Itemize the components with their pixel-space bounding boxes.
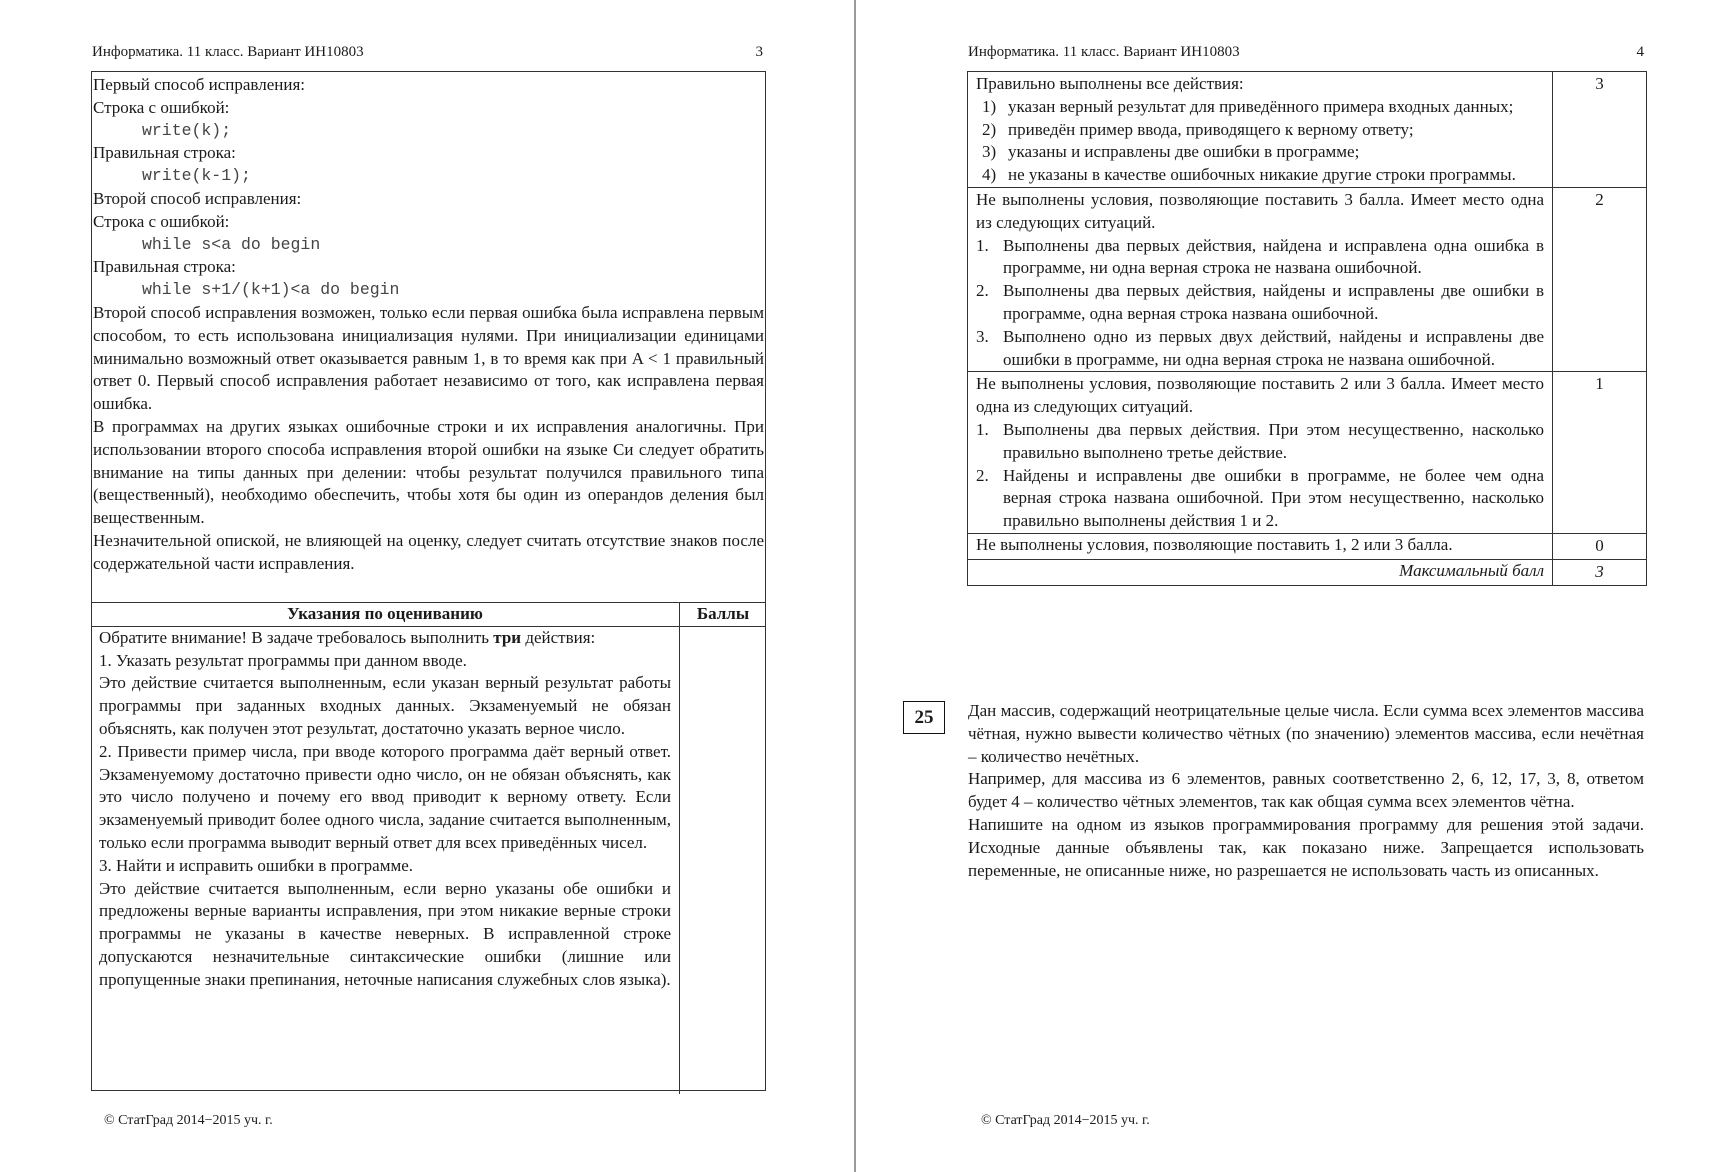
criteria-item: 2. Выполнены два первых действия, найдены и исправлены две ошибки в программе, одна верная строка названа ошибочной. (976, 281, 1544, 323)
points-value: 1 (1553, 372, 1647, 534)
points-value: 3 (1553, 72, 1647, 188)
task-paragraph: Напишите на одном из языков программирования программу для решения этой задачи. Исходные данные объявлены так, как показано ниже. Запрещается использовать переменные, не описанные ниже, но разрешается не использовать часть из описанных. (968, 814, 1644, 880)
score-row (968, 372, 1647, 534)
step-text: 2. Привести пример числа, при вводе которого программа даёт верный ответ. Экзаменуемому достаточно привести одно число, он не обязан объяснять, как это число получено и почему его ввод приводит к верному ответу. Если экзаменуемый приводит более одного числа, задание считается выполненным, только если программа выводит верный ответ для всех приведённых чисел. (99, 741, 671, 852)
error-line-label: Строка с ошибкой: (93, 211, 230, 231)
task-paragraph: Например, для массива из 6 элементов, равных соответственно 2, 6, 12, 17, 3, 8, ответом будет 4 – количество чётных элементов, так как общая сумма всех элементов чётна. (968, 769, 1644, 812)
criteria-intro: Не выполнены условия, позволяющие поставить 2 или 3 балла. Имеет место одна из следующих ситуаций. (976, 374, 1544, 417)
score-row (968, 187, 1647, 371)
criteria-cell: Не выполнены условия, позволяющие поставить 1, 2 или 3 балла. (968, 533, 1553, 559)
points-cell (680, 626, 767, 1094)
grading-intro-bold: три (493, 627, 522, 647)
criteria-item: 3. Выполнено одно из первых двух действий, найдены и исправлены две ошибки в программе, ни одна верная строка не названа ошибочной. (976, 326, 1544, 369)
criteria-item: 1. Выполнены два первых действия, найдена и исправлена одна ошибка в программе, ни одна верная строка не названа ошибочной. (976, 235, 1544, 278)
grading-intro: Обратите внимание! В задаче требовалось выполнить (99, 627, 490, 647)
grading-header: Указания по оцениванию (91, 603, 680, 627)
correct-line-label: Правильная строка: (93, 143, 236, 163)
criteria-item: 1. Выполнены два первых действия. При этом несущественно, насколько правильно выполнено третье действие. (976, 419, 1544, 462)
grading-table (91, 602, 766, 1094)
page-footer: © СтатГрад 2014−2015 уч. г. (104, 1113, 273, 1128)
grading-instructions (91, 626, 680, 1094)
solution-paragraph: Второй способ исправления возможен, только если первая ошибка была исправлена первым способом, то есть использована инициализация нулями. При инициализации единицами минимально возможный ответ оказывается равным 1, в то время как при A < 1 правильный ответ 0. Первый способ исправления работает независимо от того, как исправлена первая ошибка. (93, 302, 764, 414)
points-header: Баллы (680, 603, 767, 627)
criteria-item: 4) не указаны в качестве ошибочных никакие другие строки программы. (982, 165, 1516, 185)
criteria-intro: Не выполнены условия, позволяющие поставить 3 балла. Имеет место одна из следующих ситуаций. (976, 189, 1544, 232)
way1-title: Первый способ исправления: (93, 75, 305, 94)
error-line-label: Строка с ошибкой: (93, 97, 230, 117)
score-row (968, 72, 1647, 188)
criteria-item: 2) приведён пример ввода, приводящего к верному ответу; (982, 119, 1414, 139)
max-score-value: 3 (1553, 559, 1647, 585)
error-code: write(k); (142, 120, 232, 140)
step-text: Это действие считается выполненным, если верно указаны обе ошибки и предложены верные варианты исправления, при этом никакие верные строки программы не указаны в качестве неверных. В исправленной строке допускаются незначительные синтаксические ошибки (лишние или пропущенные знаки препинания, неточные написания служебных слов языка). (99, 878, 671, 989)
page-header: Информатика. 11 класс. Вариант ИН10803 (92, 44, 364, 60)
solution-paragraph: Незначительной опиской, не влияющей на оценку, следует считать отсутствие знаков после содержательной части исправления. (93, 530, 764, 573)
page-number: 4 (1636, 44, 1644, 60)
correct-code: while s+1/(k+1)<a do begin (142, 280, 400, 300)
grading-intro-end: действия: (525, 627, 596, 647)
page-number: 3 (755, 44, 763, 60)
criteria-cell (968, 372, 1553, 534)
page-footer: © СтатГрад 2014−2015 уч. г. (981, 1113, 1150, 1128)
page-4 (857, 0, 1710, 1172)
task-text (968, 700, 1644, 882)
error-code: while s<a do begin (142, 234, 321, 254)
score-row (968, 533, 1647, 559)
step-text: Это действие считается выполненным, если указан верный результат работы программы при заданных входных данных. Экзаменуемый не обязан объяснять, как получен этот результат, достаточно указать верное число. (99, 673, 671, 738)
criteria-cell (968, 187, 1553, 371)
criteria-item: 2. Найдены и исправлены две ошибки в программе, не более чем одна верная строка названа ошибочной. При этом несущественно, насколько правильно выполнены действия 1 и 2. (976, 465, 1544, 531)
page-header: Информатика. 11 класс. Вариант ИН10803 (968, 44, 1240, 60)
max-score-label: Максимальный балл (968, 559, 1553, 585)
solution-paragraph: В программах на других языках ошибочные строки и их исправления аналогичны. При использовании второго способа исправления второй ошибки на языке Си следует обратить внимание на типы данных при делении: чтобы результат получился правильного типа (вещественный), необходимо обеспечить, чтобы хотя бы один из операндов деления был вещественным. (93, 416, 764, 528)
criteria-intro: Правильно выполнены все действия: (976, 74, 1244, 93)
step-title: 3. Найти и исправить ошибки в программе. (99, 855, 414, 875)
step-title: 1. Указать результат программы при данном вводе. (99, 650, 467, 670)
criteria-item: 1) указан верный результат для приведённого примера входных данных; (982, 96, 1514, 116)
correct-line-label: Правильная строка: (93, 257, 236, 277)
task-paragraph: Дан массив, содержащий неотрицательные целые числа. Если сумма всех элементов массива чётная, нужно вывести количество чётных (по значению) элементов массива, если нечётная – количество нечётных. (968, 701, 1644, 766)
task-number-badge: 25 (903, 701, 945, 734)
points-value: 2 (1553, 187, 1647, 371)
answer-box (91, 71, 766, 1091)
correct-code: write(k-1); (142, 166, 251, 186)
scoring-table (967, 71, 1647, 586)
max-score-row (968, 559, 1647, 585)
points-value: 0 (1553, 533, 1647, 559)
criteria-item: 3) указаны и исправлены две ошибки в программе; (982, 142, 1360, 162)
criteria-cell (968, 72, 1553, 188)
way2-title: Второй способ исправления: (93, 188, 302, 208)
solution-text (92, 72, 765, 576)
